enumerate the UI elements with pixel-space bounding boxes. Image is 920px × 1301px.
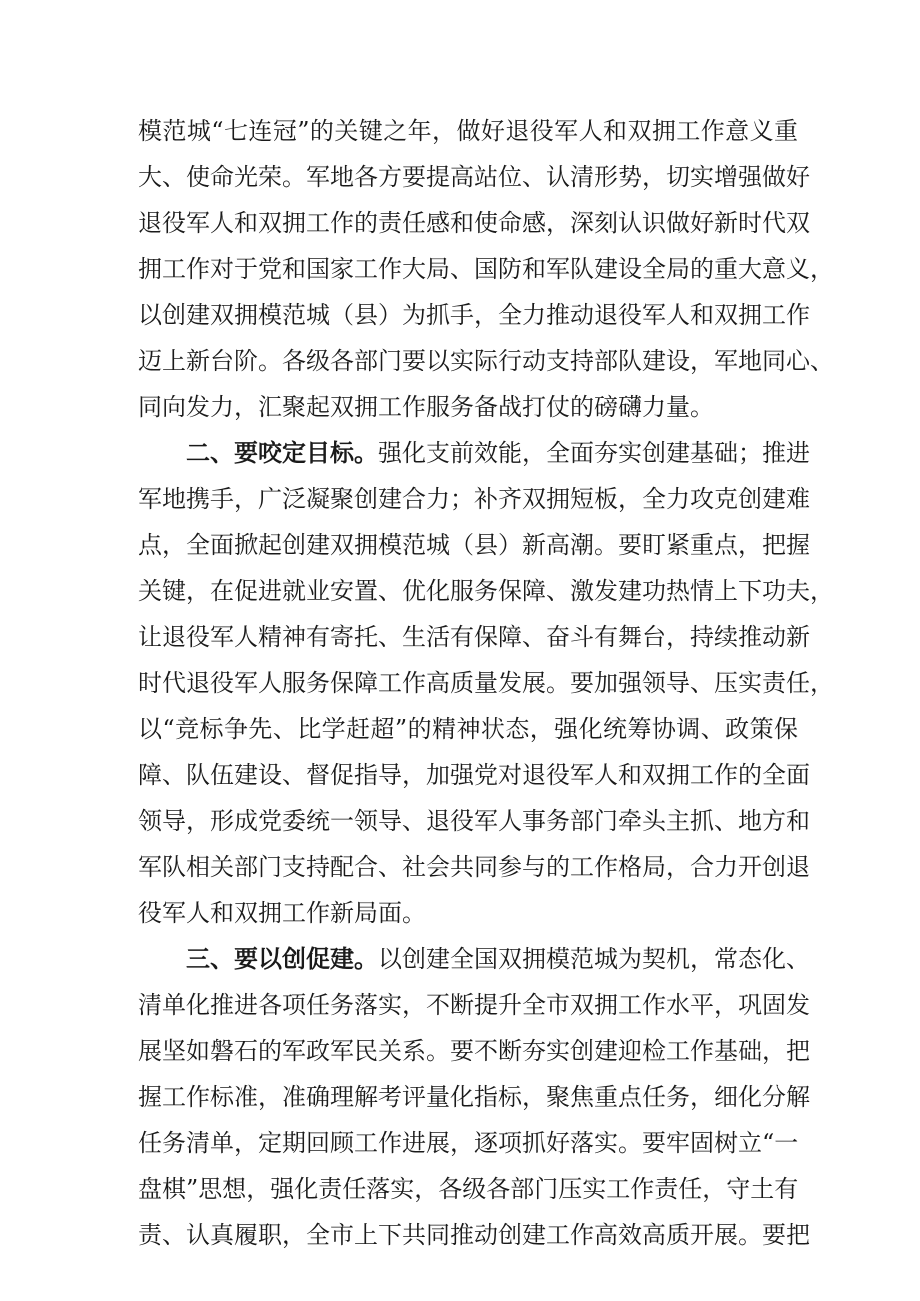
paragraph-3-line: 盘棋”思想，强化责任落实，各级各部门压实工作责任，守土有 <box>138 1175 799 1203</box>
paragraph-2-line: 以“竞标争先、比学赶超”的精神状态，强化统筹协调、政策保 <box>138 715 798 743</box>
paragraph-2-line: 障、队伍建设、督促指导，加强党对退役军人和双拥工作的全面 <box>138 761 810 789</box>
paragraph-3-first-line-text: 以创建全国双拥模范城为契机，常态化、 <box>378 945 810 973</box>
paragraph-2-line: 点，全面掀起创建双拥模范城（县）新高潮。要盯紧重点，把握 <box>138 531 810 559</box>
paragraph-1-line: 模范城“七连冠”的关键之年，做好退役军人和双拥工作意义重 <box>138 117 798 145</box>
paragraph-2-line: 领导，形成党委统一领导、退役军人事务部门牵头主抓、地方和 <box>138 807 810 835</box>
paragraph-3-line: 展坚如磐石的军政军民关系。要不断夯实创建迎检工作基础，把 <box>138 1037 810 1065</box>
paragraph-1-line: 退役军人和双拥工作的责任感和使命感，深刻认识做好新时代双 <box>138 209 810 237</box>
paragraph-2-line: 关键，在促进就业安置、优化服务保障、激发建功热情上下功夫， <box>138 577 834 605</box>
paragraph-2-line: 时代退役军人服务保障工作高质量发展。要加强领导、压实责任， <box>138 669 834 697</box>
paragraph-2-first-line-text: 强化支前效能，全面夯实创建基础；推进 <box>378 439 810 467</box>
paragraph-1-line: 大、使命光荣。军地各方要提高站位、认清形势，切实增强做好 <box>138 163 810 191</box>
paragraph-1-line: 以创建双拥模范城（县）为抓手，全力推动退役军人和双拥工作 <box>138 301 810 329</box>
paragraph-2-line: 让退役军人精神有寄托、生活有保障、奋斗有舞台，持续推动新 <box>138 623 810 651</box>
paragraph-1-line: 同向发力，汇聚起双拥工作服务备战打仗的磅礴力量。 <box>138 393 714 421</box>
paragraph-2-line: 役军人和双拥工作新局面。 <box>138 899 426 927</box>
paragraph-3-line: 责、认真履职，全市上下共同推动创建工作高效高质开展。要把 <box>138 1221 810 1249</box>
paragraph-3-line: 握工作标准，准确理解考评量化指标，聚焦重点任务，细化分解 <box>138 1083 810 1111</box>
paragraph-1-line: 拥工作对于党和国家工作大局、国防和军队建设全局的重大意义， <box>138 255 834 283</box>
paragraph-2-line: 军队相关部门支持配合、社会共同参与的工作格局，合力开创退 <box>138 853 810 881</box>
paragraph-3-line: 任务清单，定期回顾工作进展，逐项抓好落实。要牢固树立“一 <box>138 1129 799 1157</box>
paragraph-2-first-line <box>138 430 810 476</box>
paragraph-1-line: 迈上新台阶。各级各部门要以实际行动支持部队建设，军地同心、 <box>138 347 834 375</box>
paragraph-3-line: 清单化推进各项任务落实，不断提升全市双拥工作水平，巩固发 <box>138 991 810 1019</box>
paragraph-3-first-line <box>138 936 810 982</box>
paragraph-3-heading: 三、要以创促建。 <box>186 944 378 973</box>
paragraph-2-heading: 二、要咬定目标。 <box>186 438 378 467</box>
document-body <box>138 108 834 1258</box>
paragraph-2-line: 军地携手，广泛凝聚创建合力；补齐双拥短板，全力攻克创建难 <box>138 485 810 513</box>
